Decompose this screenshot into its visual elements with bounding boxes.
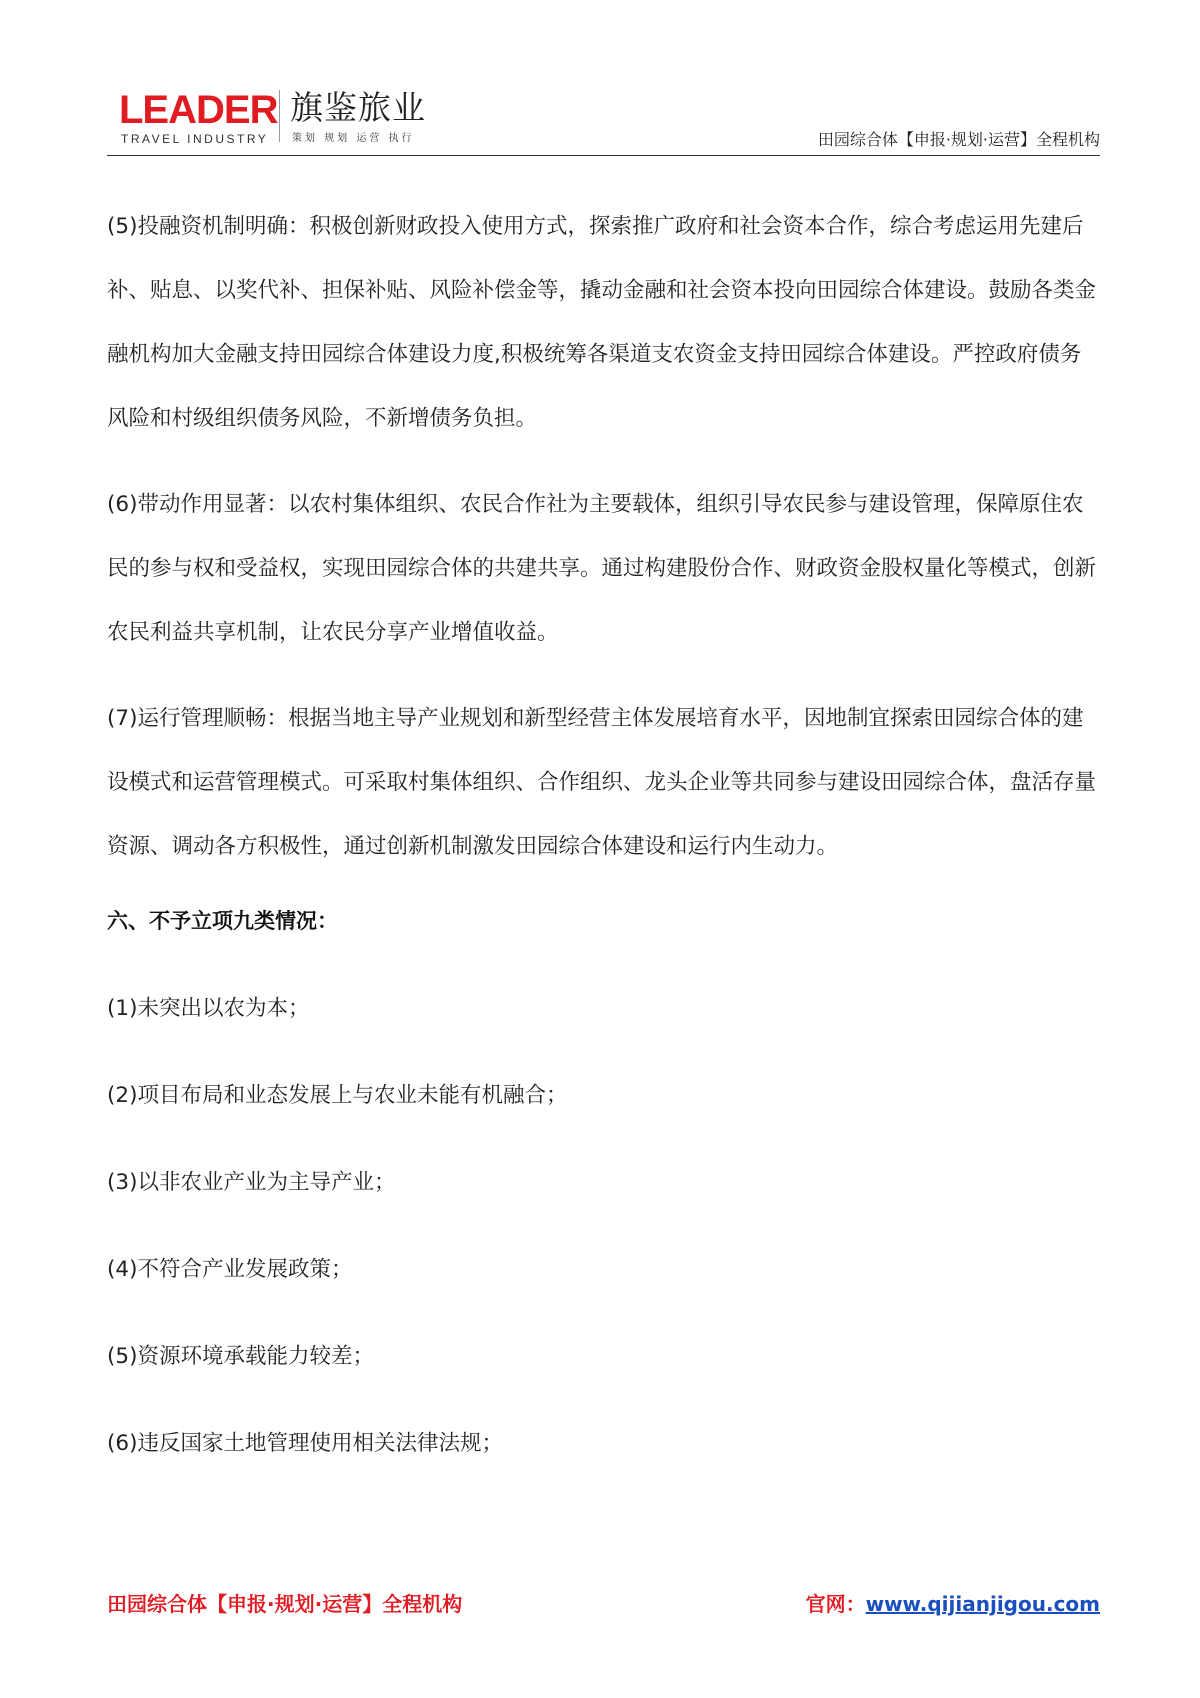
footer-website: [806, 1586, 1100, 1622]
logo-chinese: 旗鉴旅业: [290, 88, 426, 127]
website-link[interactable]: www.qijianjigou.com: [865, 1592, 1100, 1616]
paragraph-operation: (7)运行管理顺畅：根据当地主导产业规划和新型经营主体发展培育水平，因地制宜探索田园综合体的建设模式和运营管理模式。可采取村集体组织、合作组织、龙头企业等共同参与建设田园综合体，盘活存量资源、调动各方积极性，通过创新机制激发田园综合体建设和运行内生动力。: [107, 706, 1097, 859]
logo-chinese-subtitle: 策划 规划 运营 执行: [292, 133, 415, 144]
paragraph-driving-effect: (6)带动作用显著：以农村集体组织、农民合作社为主要载体，组织引导农民参与建设管理，保障原住农民的参与权和受益权，实现田园综合体的共建共享。通过构建股份合作、财政资金股权量化等模式，创新农民利益共享机制，让农民分享产业增值收益。: [107, 492, 1097, 645]
header-tagline: 田园综合体【申报·规划·运营】全程机构: [817, 130, 1100, 149]
list-item: (5)资源环境承载能力较差；: [107, 1344, 374, 1369]
paragraph-financing: (5)投融资机制明确：积极创新财政投入使用方式，探索推广政府和社会资本合作，综合考虑运用先建后补、贴息、以奖代补、担保补贴、风险补偿金等，撬动金融和社会资本投向田园综合体建设。鼓励各类金融机构加大金融支持田园综合体建设力度,积极统筹各渠道支农资金支持田园综合体建设。严控政府债务风险和村级组织债务风险，不新增债务负担。: [107, 214, 1097, 431]
section-title: 六、不予立项九类情况：: [107, 909, 338, 933]
list-item: (2)项目布局和业态发展上与农业未能有机融合；: [107, 1083, 568, 1108]
footer-tagline: 田园综合体【申报·规划·运营】全程机构: [107, 1592, 463, 1616]
page-footer: [107, 1586, 1100, 1622]
list-item: (6)违反国家土地管理使用相关法律法规；: [107, 1431, 503, 1456]
logo-latin-subtitle: TRAVEL INDUSTRY: [121, 132, 269, 146]
list-item: (3)以非农业产业为主导产业；: [107, 1170, 396, 1195]
document-body: [107, 195, 1100, 1511]
logo-divider: [279, 90, 280, 142]
list-item: (1)未突出以农为本；: [107, 996, 310, 1021]
list-item: (4)不符合产业发展政策；: [107, 1257, 353, 1282]
logo-latin: LEADER: [119, 88, 278, 132]
page-header: [107, 84, 1100, 154]
header-divider: [107, 155, 1100, 156]
website-label: 官网：: [805, 1592, 866, 1616]
